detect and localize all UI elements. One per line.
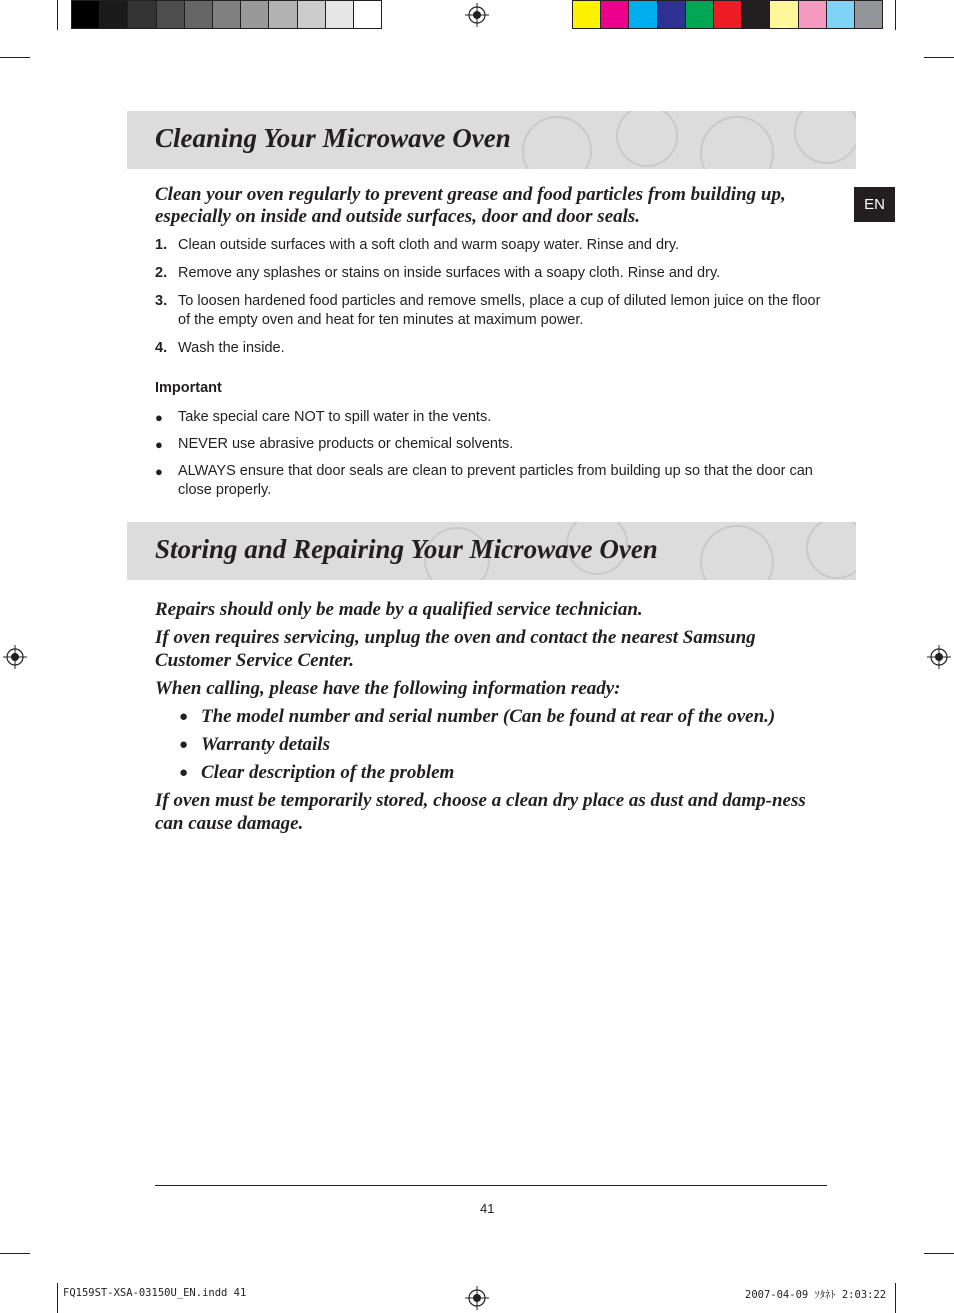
color-swatch [354, 1, 381, 28]
crop-mark [57, 1283, 58, 1313]
slug-timestamp: 2007-04-09 ｿﾀﾈﾄ 2:03:22 [745, 1289, 887, 1301]
section-header-cleaning [127, 111, 856, 169]
list-item [155, 705, 835, 728]
step-text: Wash the inside. [178, 340, 285, 356]
color-swatch [573, 1, 601, 28]
step-number: 1. [155, 237, 168, 253]
crop-mark [895, 1283, 896, 1313]
crop-mark [924, 1253, 954, 1254]
bullet-text: Take special care NOT to spill water in the vents. [178, 409, 492, 425]
storing-paragraph: When calling, please have the following information ready: [155, 678, 621, 699]
storing-body [155, 598, 835, 840]
bullet-icon: ● [179, 736, 189, 753]
crop-mark [57, 0, 58, 30]
cleaning-intro: Clean your oven regularly to prevent grease and food particles from building up, especially on inside and outside surfaces, door and door seals. [155, 184, 786, 227]
color-swatch [326, 1, 354, 28]
bullet-icon: ● [179, 708, 189, 725]
registration-mark-icon [465, 3, 489, 27]
color-swatch [298, 1, 326, 28]
list-item [155, 236, 827, 255]
bullet-text: NEVER use abrasive products or chemical solvents. [178, 436, 514, 452]
list-item [155, 292, 827, 330]
important-list [155, 408, 827, 508]
bullet-text: The model number and serial number (Can be found at rear of the oven.) [201, 706, 776, 727]
color-swatch [658, 1, 686, 28]
list-item [155, 733, 835, 756]
process-color-bar [572, 0, 883, 29]
bullet-icon: ● [179, 764, 189, 781]
list-item [155, 339, 827, 358]
color-swatch [100, 1, 128, 28]
color-swatch [601, 1, 629, 28]
storing-paragraph: If oven requires servicing, unplug the oven and contact the nearest Samsung Customer Service Center. [155, 627, 756, 671]
storing-list [155, 705, 835, 784]
crop-mark [895, 0, 896, 30]
color-swatch [799, 1, 827, 28]
crop-mark [0, 57, 30, 58]
color-swatch [855, 1, 882, 28]
color-swatch [742, 1, 770, 28]
registration-mark-icon [3, 645, 27, 669]
bullet-icon: ● [155, 437, 163, 452]
color-swatch [157, 1, 185, 28]
step-text: Clean outside surfaces with a soft cloth and warm soapy water. Rinse and dry. [178, 237, 680, 253]
step-number: 3. [155, 293, 168, 309]
footer-rule [155, 1185, 827, 1186]
step-number: 2. [155, 265, 168, 281]
section-title: Cleaning Your Microwave Oven [155, 123, 511, 153]
grayscale-color-bar [71, 0, 382, 29]
registration-mark-icon [465, 1286, 489, 1310]
crop-mark [924, 57, 954, 58]
color-swatch [827, 1, 855, 28]
list-item [155, 462, 827, 500]
page-number: 41 [480, 1201, 495, 1216]
color-swatch [269, 1, 297, 28]
bullet-text: Warranty details [201, 734, 330, 755]
slug-filename: FQ159ST-XSA-03150U_EN.indd 41 [63, 1287, 247, 1299]
color-swatch [629, 1, 657, 28]
bullet-icon: ● [155, 464, 163, 479]
color-swatch [185, 1, 213, 28]
step-text: To loosen hardened food particles and remove smells, place a cup of diluted lemon juice on the floor of the empty oven and heat for ten minutes at maximum power. [178, 293, 821, 328]
color-swatch [686, 1, 714, 28]
list-item [155, 435, 827, 454]
bullet-text: Clear description of the problem [201, 762, 455, 783]
registration-mark-icon [927, 645, 951, 669]
list-item [155, 264, 827, 283]
storing-paragraph: If oven must be temporarily stored, choose a clean dry place as dust and damp-ness can cause damage. [155, 790, 806, 834]
section-title: Storing and Repairing Your Microwave Oven [155, 534, 658, 564]
color-swatch [241, 1, 269, 28]
color-swatch [714, 1, 742, 28]
bullet-icon: ● [155, 410, 163, 425]
step-text: Remove any splashes or stains on inside surfaces with a soapy cloth. Rinse and dry. [178, 265, 721, 281]
cleaning-steps [155, 236, 827, 367]
color-swatch [72, 1, 100, 28]
color-swatch [770, 1, 798, 28]
language-tab: EN [854, 187, 895, 222]
storing-paragraph: Repairs should only be made by a qualified service technician. [155, 599, 643, 620]
color-swatch [128, 1, 156, 28]
section-header-storing [127, 522, 856, 580]
list-item [155, 761, 835, 784]
color-swatch [213, 1, 241, 28]
list-item [155, 408, 827, 427]
bullet-text: ALWAYS ensure that door seals are clean to prevent particles from building up so that the door can close properly. [178, 463, 813, 498]
step-number: 4. [155, 340, 168, 356]
crop-mark [0, 1253, 30, 1254]
important-heading: Important [155, 380, 222, 396]
